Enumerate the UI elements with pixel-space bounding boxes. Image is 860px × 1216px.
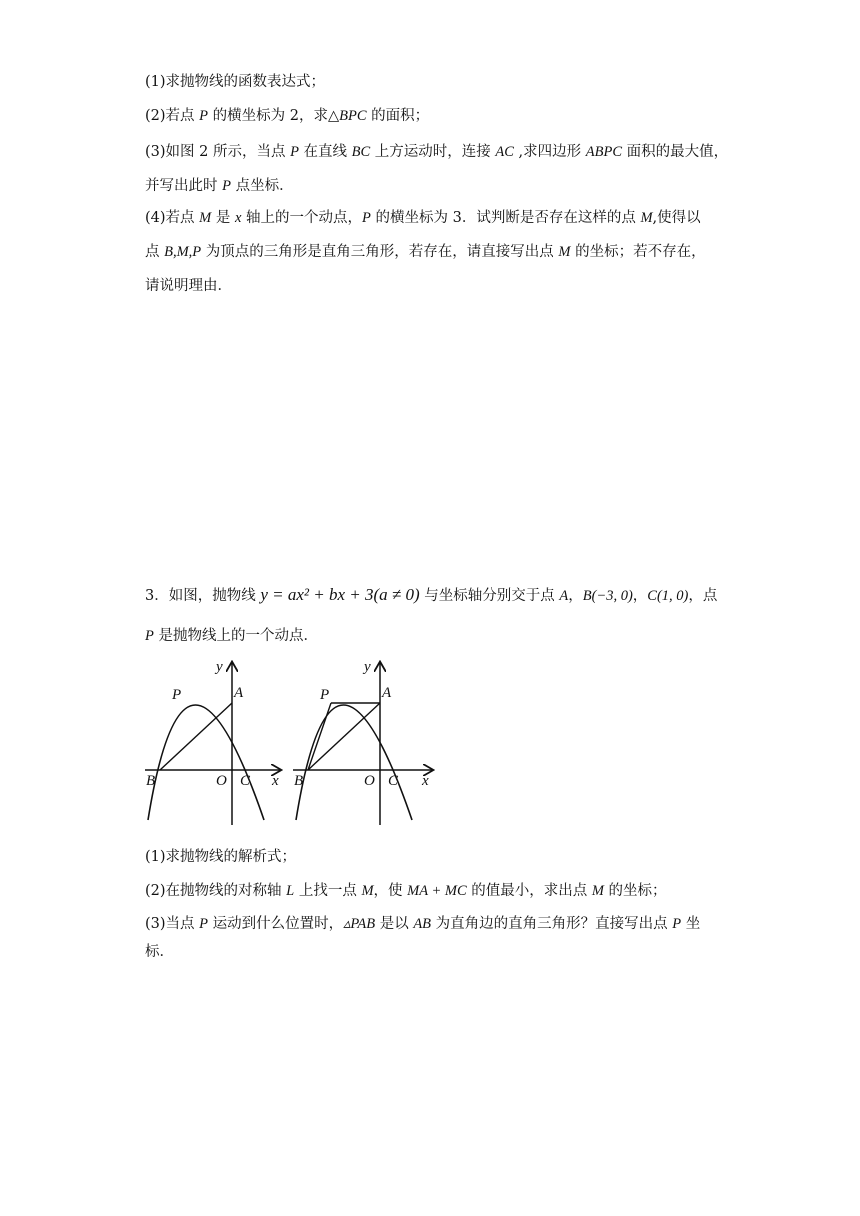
var-M: M	[558, 244, 571, 260]
text: ，	[632, 588, 648, 604]
label-B: B	[146, 773, 156, 789]
text: (3)当点	[145, 916, 200, 932]
question-3-line-2	[145, 176, 294, 196]
question-4-line-2	[145, 242, 706, 262]
text: 运动到什么位置时，	[208, 916, 344, 932]
text: 的坐标；	[603, 883, 667, 899]
label-B: B	[294, 773, 304, 789]
problem-3-question-3-line-2	[145, 942, 174, 962]
text: 面积的最大值，	[622, 144, 729, 160]
text: 是抛物线上的一个动点．	[153, 628, 318, 644]
problem-3-question-1	[145, 847, 296, 867]
question-2	[145, 106, 429, 126]
var-P: P	[199, 108, 209, 124]
label-C: C	[240, 773, 251, 789]
label-y: y	[216, 659, 223, 675]
var-BPC: BPC	[339, 108, 367, 124]
var-M: M	[640, 210, 653, 226]
var-P: P	[199, 916, 209, 932]
var-BMP: B,M,P	[164, 244, 202, 260]
text: 在直线	[298, 144, 352, 160]
var-L: L	[286, 883, 295, 899]
var-P: P	[145, 628, 154, 644]
text: 上找一点	[294, 883, 362, 899]
text: 为顶点的三角形是直角三角形，若存在，请直接写出点	[201, 244, 559, 260]
label-P: P	[320, 687, 330, 703]
text: 标．	[145, 944, 174, 960]
var-ABPC: ABPC	[585, 144, 623, 160]
text: ,使得以	[652, 210, 701, 226]
text: (3)如图 2 所示，当点	[145, 144, 291, 160]
text: 的值最小，求出点	[466, 883, 592, 899]
parabola-curve	[148, 705, 264, 820]
label-x: x	[422, 773, 429, 789]
label-x: x	[272, 773, 279, 789]
text: 并写出此时	[145, 178, 223, 194]
text: 为直角边的直角三角形？直接写出点	[431, 916, 673, 932]
problem-3-question-3-line-1	[145, 914, 700, 934]
label-A: A	[234, 685, 244, 701]
var-P: P	[362, 210, 371, 226]
var-M: M	[591, 883, 604, 899]
question-3-line-1	[145, 142, 728, 162]
text: (4)若点	[145, 210, 200, 226]
text: 点	[145, 244, 165, 260]
figure-2-diagram	[288, 655, 438, 830]
label-O: O	[216, 773, 227, 789]
text: 是	[211, 210, 235, 226]
text: 点坐标．	[230, 178, 294, 194]
parabola-formula: y = ax² + bx + 3(a ≠ 0)	[260, 585, 420, 604]
var-P: P	[290, 144, 299, 160]
label-y: y	[364, 659, 371, 675]
var-AC: AC	[495, 144, 514, 160]
text: 上方运动时，连接	[370, 144, 496, 160]
question-4-line-1	[145, 208, 701, 228]
var-P: P	[222, 178, 231, 194]
var-M: M	[361, 883, 374, 899]
expr-MA-MC: MA + MC	[407, 883, 467, 899]
text: ，	[568, 588, 583, 604]
label-A: A	[382, 685, 392, 701]
segment-BA	[160, 703, 232, 770]
text: ，点	[688, 588, 718, 604]
point-C: C(1, 0)	[647, 588, 689, 604]
text: 的坐标；若不存在，	[570, 244, 706, 260]
var-AB: AB	[413, 916, 432, 932]
label-O: O	[364, 773, 375, 789]
text: 3．如图，抛物线	[145, 588, 261, 604]
text: 的横坐标为 2，求△	[208, 108, 340, 124]
parabola-curve	[296, 705, 412, 820]
text: 轴上的一个动点，	[241, 210, 363, 226]
text: ，使	[373, 883, 408, 899]
text: 的横坐标为 3．试判断是否存在这样的点	[370, 210, 641, 226]
text: ,求四边形	[513, 144, 586, 160]
problem-3-line-2	[145, 626, 318, 646]
point-B: B(−3, 0)	[582, 588, 633, 604]
text: (2)若点	[145, 108, 200, 124]
text: 的面积；	[366, 108, 430, 124]
var-M: M	[199, 210, 212, 226]
var-P: P	[672, 916, 682, 932]
question-1	[145, 72, 325, 92]
text: 请说明理由．	[145, 278, 232, 294]
text: 坐	[681, 916, 701, 932]
question-4-line-3	[145, 276, 232, 296]
label-C: C	[388, 773, 399, 789]
triangle-PAB: ▵PAB	[343, 916, 376, 932]
text: 是以	[375, 916, 414, 932]
text: (2)在抛物线的对称轴	[145, 883, 287, 899]
var-BC: BC	[351, 144, 371, 160]
text: (1)求抛物线的解析式；	[145, 849, 297, 865]
var-x: x	[234, 210, 242, 226]
figure-1-diagram	[140, 655, 290, 830]
label-P: P	[172, 687, 182, 703]
text: 与坐标轴分别交于点	[419, 588, 560, 604]
var-A: A	[559, 588, 569, 604]
question-1-text: (1)求抛物线的函数表达式；	[145, 74, 326, 90]
problem-3-question-2	[145, 881, 667, 901]
problem-3-line-1	[145, 585, 717, 606]
